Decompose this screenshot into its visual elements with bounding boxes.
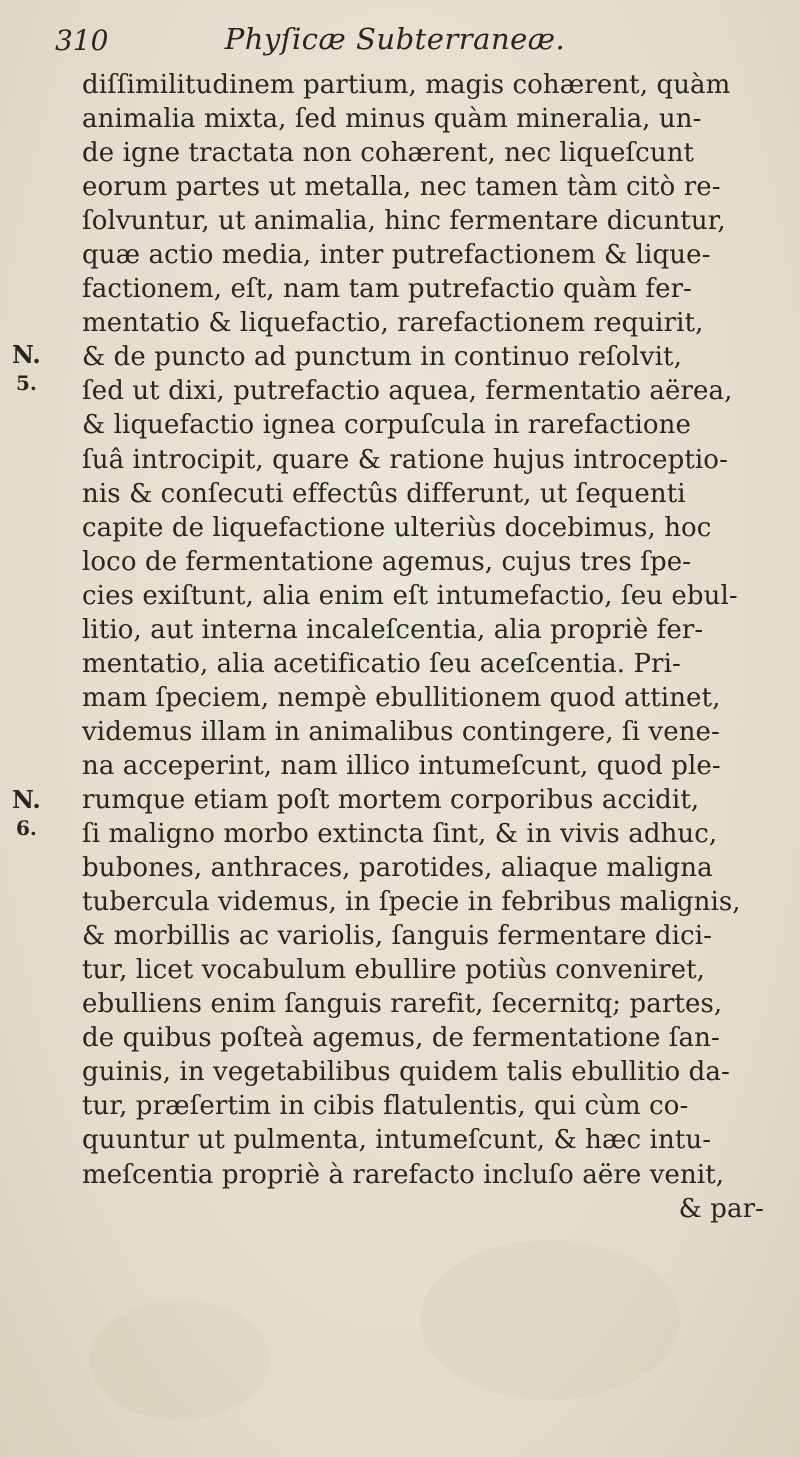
running-title: Phyſicæ Subterraneæ.: [224, 22, 566, 56]
margin-note: [12, 340, 41, 396]
text-line: ſi maligno morbo extincta ſint, & in vivis adhuc,: [82, 819, 718, 850]
text-line: ebulliens enim ſanguis rarefit, ſecernitq; partes,: [82, 989, 723, 1020]
text-line: capite de liquefactione ulteriùs docebimus, hoc: [82, 512, 712, 543]
page-number: 310: [55, 24, 109, 57]
text-line: & de puncto ad punctum in continuo reſolvit,: [82, 342, 682, 373]
text-line: ſuâ introcipit, quare & ratione hujus introceptio-: [82, 444, 728, 475]
text-line: quæ actio media, inter putrefactionem & lique-: [82, 240, 711, 271]
text-line: tubercula videmus, in ſpecie in febribus malignis,: [82, 887, 741, 918]
text-line: de quibus poſteà agemus, de fermentatione ſan-: [82, 1023, 720, 1054]
margin-note: [12, 785, 41, 841]
body-text: [82, 68, 792, 1226]
page-header: [55, 20, 735, 62]
text-line: mam ſpeciem, nempè ebullitionem quod attinet,: [82, 682, 721, 713]
text-line: diſſimilitudinem partium, magis cohærent, quàm: [82, 70, 731, 100]
text-line: meſcentia propriè à rarefacto incluſo aëre venit,: [82, 1159, 725, 1190]
text-line: de igne tractata non cohærent, nec liqueſcunt: [82, 138, 695, 169]
text-line: na acceperint, nam illico intumeſcunt, quod ple-: [82, 750, 721, 781]
text-line: bubones, anthraces, parotides, aliaque maligna: [82, 853, 713, 884]
text-line: guinis, in vegetabilibus quidem talis ebullitio da-: [82, 1057, 730, 1088]
text-line: litio, aut interna incaleſcentia, alia propriè fer-: [82, 614, 704, 645]
catchword: & par-: [678, 1193, 764, 1224]
text-line: tur, licet vocabulum ebullire potiùs conveniret,: [82, 955, 705, 986]
text-line: quuntur ut pulmenta, intumeſcunt, & hæc intu-: [82, 1125, 712, 1156]
text-line: mentatio & liquefactio, rarefactionem requirit,: [82, 308, 704, 339]
text-line: loco de fermentatione agemus, cujus tres ſpe-: [82, 546, 692, 577]
text-line: & morbillis ac variolis, ſanguis fermentare dici-: [82, 921, 713, 952]
text-line: videmus illam in animalibus contingere, ſi vene-: [82, 716, 720, 747]
text-line: tur, præſertim in cibis flatulentis, qui cùm co-: [82, 1091, 689, 1122]
text-line: cies exiſtunt, alia enim eſt intumefactio, ſeu ebul-: [82, 580, 738, 611]
margin-note-number: 5.: [16, 371, 37, 395]
text-line: animalia mixta, ſed minus quàm mineralia, un-: [82, 104, 702, 135]
text-line: ſed ut dixi, putrefactio aquea, fermentatio aërea,: [82, 376, 733, 407]
paper-stain: [90, 1300, 270, 1420]
text-line: eorum partes ut metalla, nec tamen tàm citò re-: [82, 172, 721, 203]
margin-note-letter: N.: [12, 340, 41, 369]
text-line: mentatio, alia acetificatio ſeu aceſcentia. Pri-: [82, 648, 681, 679]
text-line: nis & conſecuti effectûs differunt, ut ſequenti: [82, 478, 686, 509]
margin-note-letter: N.: [12, 785, 41, 814]
paper-stain: [420, 1240, 680, 1400]
text-line: rumque etiam poſt mortem corporibus accidit,: [82, 784, 700, 815]
margin-notes: [12, 0, 72, 1457]
text-line: ſolvuntur, ut animalia, hinc fermentare dicuntur,: [82, 206, 726, 237]
text-line: factionem, eſt, nam tam putrefactio quàm fer-: [82, 274, 692, 305]
margin-note-number: 6.: [16, 816, 37, 840]
text-line: & liquefactio ignea corpuſcula in rarefactione: [82, 410, 691, 441]
